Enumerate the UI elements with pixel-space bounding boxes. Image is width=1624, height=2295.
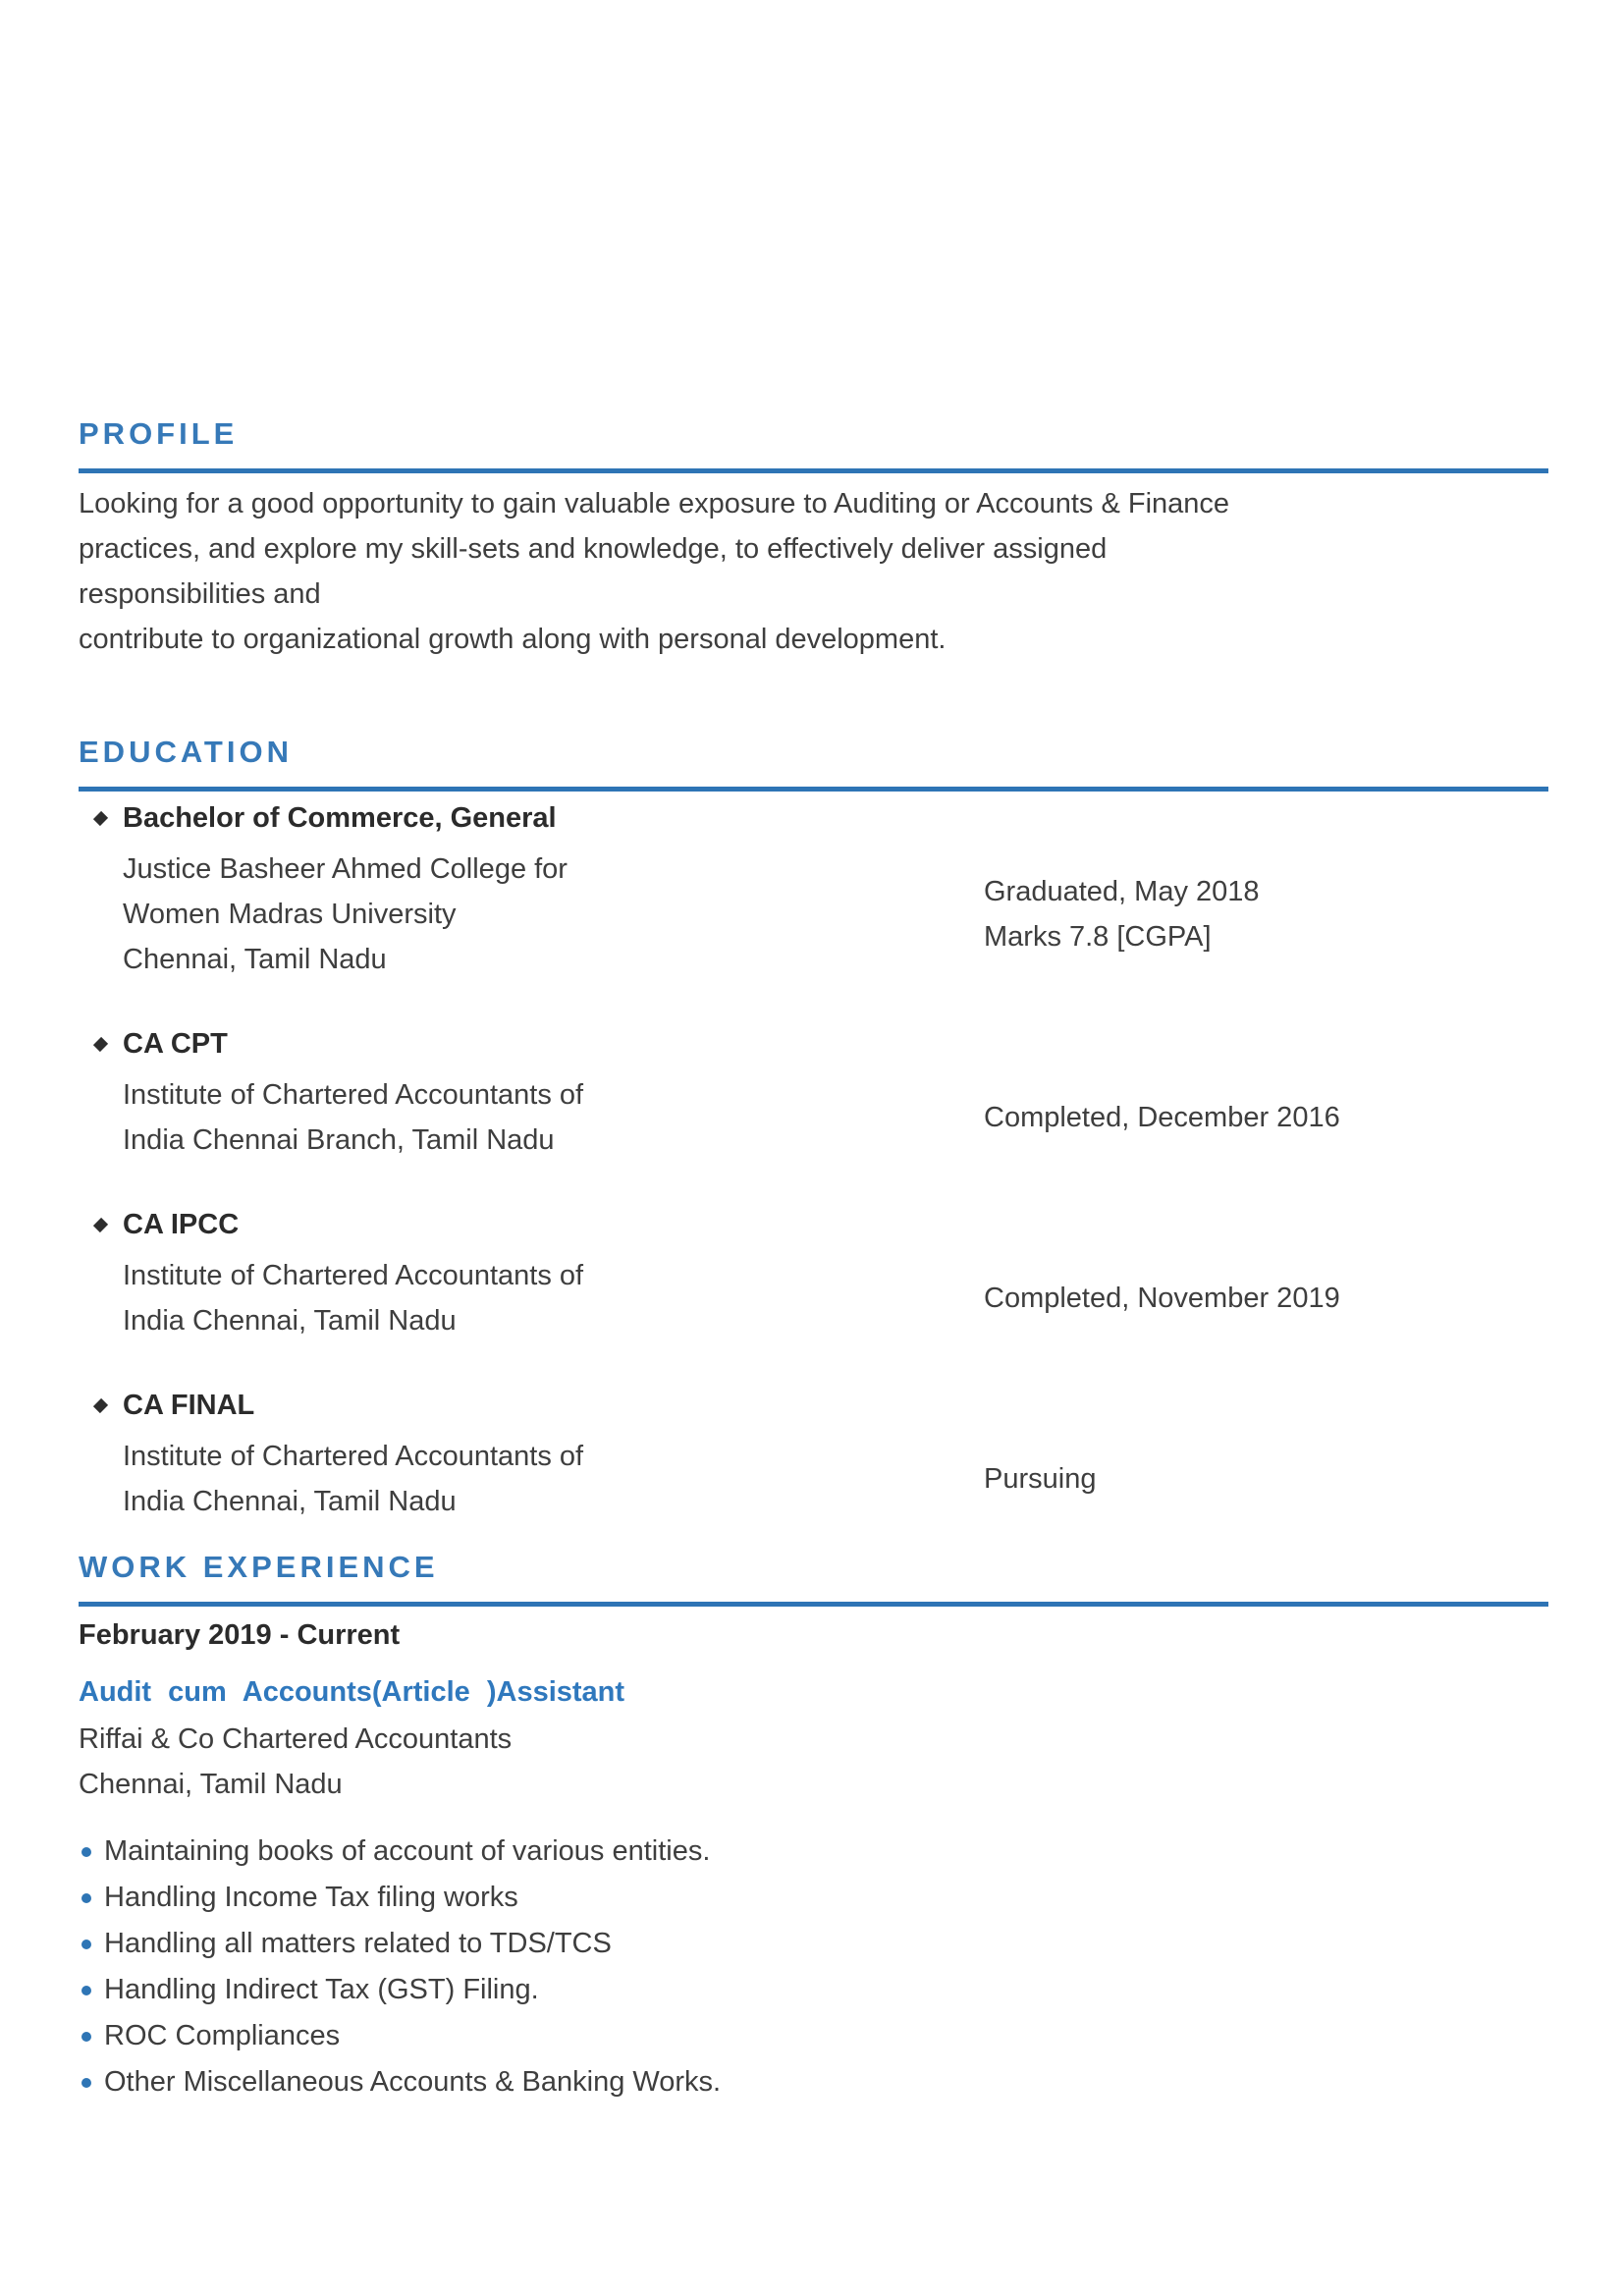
institution-line: India Chennai, Tamil Nadu (123, 1486, 457, 1517)
job-title: Audit cum Accounts(Article )Assistant (79, 1676, 625, 1708)
institution-line: Institute of Chartered Accountants of (123, 1260, 584, 1291)
work-experience-heading: WORK EXPERIENCE (79, 1550, 439, 1584)
section-divider (79, 468, 1548, 473)
work-experience-section (79, 1550, 1548, 2105)
degree-title: CA IPCC (123, 1209, 240, 1240)
profile-line: Looking for a good opportunity to gain valuable exposure to Auditing or Accounts & Finance (79, 488, 1230, 519)
diamond-bullet-icon (93, 1217, 108, 1231)
profile-heading: PROFILE (79, 416, 239, 451)
profile-line: responsibilities and (79, 578, 321, 610)
profile-line: practices, and explore my skill-sets and knowledge, to effectively deliver assigned (79, 533, 1108, 565)
degree-title-row (79, 1208, 1548, 1241)
diamond-bullet-icon (93, 1036, 108, 1051)
institution-block (123, 1072, 984, 1163)
institution-line: India Chennai Branch, Tamil Nadu (123, 1124, 555, 1156)
education-entry-body (79, 847, 1548, 982)
education-entry (79, 801, 1548, 982)
profile-summary (79, 481, 1548, 662)
institution-block (123, 1253, 984, 1343)
diamond-bullet-icon (93, 810, 108, 825)
degree-title: CA CPT (123, 1028, 228, 1060)
institution-block (123, 1434, 984, 1524)
institution-line: Institute of Chartered Accountants of (123, 1079, 584, 1111)
education-entry-body (79, 1072, 1548, 1163)
company-block (79, 1717, 1548, 1807)
degree-title: Bachelor of Commerce, General (123, 802, 557, 834)
dot-bullet-icon (81, 1847, 91, 1857)
institution-line: Chennai, Tamil Nadu (123, 944, 387, 975)
duty-text: ROC Compliances (104, 2020, 341, 2051)
profile-line: contribute to organizational growth along with personal development. (79, 624, 947, 655)
duty-text: Other Miscellaneous Accounts & Banking Works. (104, 2066, 722, 2098)
degree-title-row (79, 801, 1548, 835)
education-status-block (984, 1456, 1548, 1502)
institution-block (123, 847, 984, 982)
job-date-range: February 2019 - Current (79, 1619, 401, 1651)
education-status-line: Marks 7.8 [CGPA] (984, 921, 1212, 953)
duty-item (79, 1967, 1548, 2013)
duty-text: Handling all matters related to TDS/TCS (104, 1928, 612, 1959)
dot-bullet-icon (81, 1986, 91, 1995)
education-status-block (984, 869, 1548, 959)
institution-line: Institute of Chartered Accountants of (123, 1441, 584, 1472)
duty-item (79, 1921, 1548, 1967)
education-status-block (984, 1276, 1548, 1321)
section-divider (79, 787, 1548, 792)
education-entry (79, 1389, 1548, 1524)
degree-title: CA FINAL (123, 1390, 255, 1421)
institution-line: Justice Basheer Ahmed College for (123, 853, 568, 885)
duty-text: Maintaining books of account of various entities. (104, 1835, 711, 1867)
company-location: Chennai, Tamil Nadu (79, 1769, 343, 1800)
education-entry (79, 1208, 1548, 1343)
education-entry-body (79, 1253, 1548, 1343)
dot-bullet-icon (81, 2032, 91, 2042)
diamond-bullet-icon (93, 1397, 108, 1412)
duty-item (79, 2059, 1548, 2105)
education-status-block (984, 1095, 1548, 1140)
section-divider (79, 1602, 1548, 1607)
dot-bullet-icon (81, 1893, 91, 1903)
duty-text: Handling Income Tax filing works (104, 1882, 518, 1913)
institution-line: Women Madras University (123, 899, 457, 930)
duty-text: Handling Indirect Tax (GST) Filing. (104, 1974, 539, 2005)
duties-list (79, 1829, 1548, 2105)
dot-bullet-icon (81, 1940, 91, 1949)
institution-line: India Chennai, Tamil Nadu (123, 1305, 457, 1337)
degree-title-row (79, 1389, 1548, 1422)
duty-item (79, 2013, 1548, 2059)
education-entry-body (79, 1434, 1548, 1524)
duty-item (79, 1829, 1548, 1875)
education-entry (79, 1027, 1548, 1163)
education-status-line: Pursuing (984, 1463, 1097, 1495)
company-name: Riffai & Co Chartered Accountants (79, 1723, 513, 1755)
education-section (79, 735, 1548, 1524)
education-status-line: Completed, December 2016 (984, 1102, 1340, 1133)
dot-bullet-icon (81, 2078, 91, 2088)
education-status-line: Completed, November 2019 (984, 1283, 1340, 1314)
education-status-line: Graduated, May 2018 (984, 876, 1260, 907)
duty-item (79, 1875, 1548, 1921)
education-heading: EDUCATION (79, 735, 293, 769)
degree-title-row (79, 1027, 1548, 1061)
profile-section (79, 416, 1548, 662)
